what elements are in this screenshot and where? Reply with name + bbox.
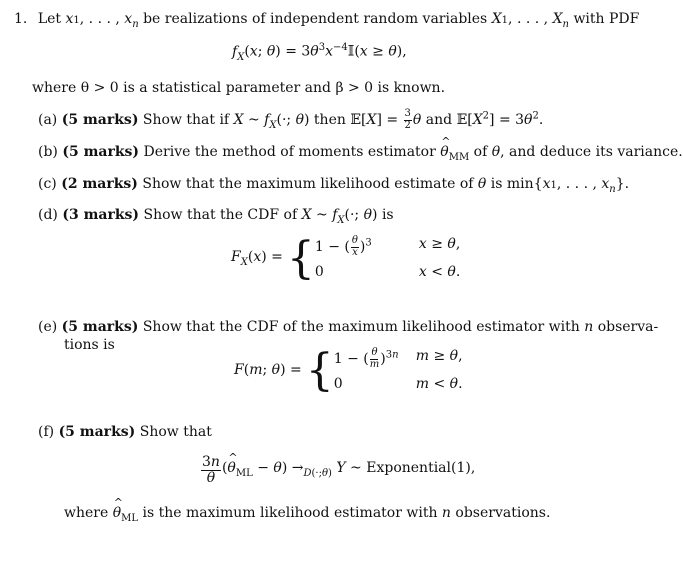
part-e-cont: tions is (64, 337, 115, 353)
part-f: (f) (5 marks) Show that (38, 424, 212, 440)
part-a: (a) (5 marks) Show that if X ~ $f_X(\cdot$; θ) then 𝔼[X] = $\frac{3}{2}$ θ and $𝔼[X^2] = 3\theta^2$. (38, 108, 544, 131)
question-line: 1. Let x1, . . . , $x_n$ be realizations of independent random variables X1, . . . , $X_n$ with PDF (14, 11, 640, 30)
intro-text-a: Let (37, 11, 62, 27)
where-text: where θ > 0 is a statistical parameter and β > 0 is known. (32, 80, 446, 96)
cdf-e: F(m; θ) = { 1 − ( $\frac{\theta}{m}$ )$^{3n}$ m ≥ θ, 0 m < θ. (234, 344, 463, 396)
pdf-formula: $f_X(x$; $\theta) = 3\theta^3x^{-4}𝕀(x \ge \theta)$, (232, 42, 407, 63)
part-c: (c) (2 marks) Show that the maximum likelihood estimate of θ is min{x1, . . . , $x_n$}. (38, 176, 630, 195)
where-f: where ^ $\theta_{ML}$ is the maximum likelihood estimator with n observations. (64, 505, 550, 525)
intro-text-c: with PDF (573, 11, 640, 27)
part-e: (e) (5 marks) Show that the CDF of the maximum likelihood estimator with n observa- (38, 319, 659, 335)
question-number: 1. (14, 11, 28, 27)
limit-f: $\frac{3n}{\theta}$ (^ $\theta_{ML} - \theta) \to_{D(\cdot;\theta)}$ Y ~ Exponential(1), (200, 455, 475, 485)
intro-text-b: be realizations of independent random variables (143, 11, 488, 27)
part-d: (d) (3 marks) Show that the CDF of X ~ $f_X(\cdot$; θ) is (38, 207, 394, 226)
cdf-d: $F_X(x)$ = { 1 − ( $\frac{\theta}{x}$ )$^3$ x ≥ θ, 0 x < θ. (231, 232, 461, 284)
part-b: (b) (5 marks) Derive the method of moments estimator ^ $\theta_{MM}$ of θ, and deduce its variance. (38, 144, 683, 164)
